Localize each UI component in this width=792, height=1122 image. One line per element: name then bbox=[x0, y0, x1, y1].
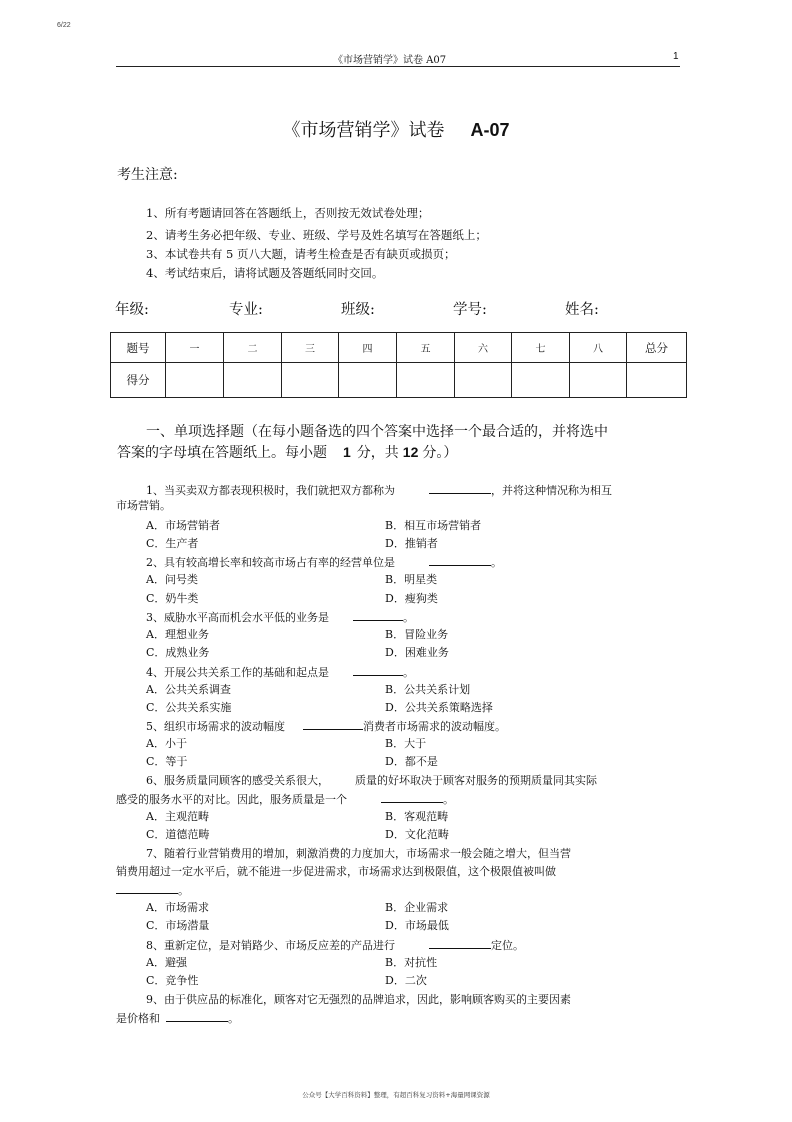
option-c: C．竞争性 bbox=[146, 974, 199, 987]
score-cell bbox=[282, 363, 339, 398]
question-text: 6、服务质量同顾客的感受关系很大， bbox=[146, 774, 329, 787]
footer-note: 公众号【大学百科资料】整理，有超百科复习资料+海量网课资源 bbox=[302, 1091, 490, 1099]
score-cell bbox=[455, 363, 512, 398]
score-cell bbox=[166, 363, 224, 398]
score-header-cell: 六 bbox=[455, 333, 512, 363]
question-8 bbox=[146, 936, 524, 953]
notice-item: 2、请考生务必把年级、专业、班级、学号及姓名填写在答题纸上； bbox=[146, 228, 487, 242]
option-a: A．市场营销者 bbox=[146, 519, 220, 532]
answer-blank bbox=[429, 936, 491, 949]
option-a: A．公共关系调查 bbox=[146, 683, 231, 696]
option-a: A．理想业务 bbox=[146, 628, 209, 641]
score-table bbox=[110, 332, 687, 398]
question-text: 。 bbox=[403, 666, 414, 679]
field-major: 专业: bbox=[229, 302, 263, 318]
option-d: D．推销者 bbox=[385, 537, 438, 550]
option-d: D．都不是 bbox=[385, 755, 438, 768]
score-header-cell: 七 bbox=[512, 333, 570, 363]
section1-text: 答案的字母填在答题纸上。每小题 bbox=[117, 445, 327, 461]
score-cell bbox=[570, 363, 627, 398]
score-row bbox=[111, 363, 687, 398]
option-c: C．生产者 bbox=[146, 537, 199, 550]
question-text: 5、组织市场需求的波动幅度 bbox=[146, 720, 285, 733]
option-d: D．二次 bbox=[385, 974, 427, 987]
section1-text: 分，共 bbox=[356, 445, 399, 461]
question-7-blank-line bbox=[116, 881, 189, 898]
option-d: D．瘦狗类 bbox=[385, 592, 438, 605]
header-page-number: 1 bbox=[673, 51, 679, 62]
question-text: 。 bbox=[491, 556, 502, 569]
exam-title bbox=[0, 116, 792, 142]
question-text: 是价格和 bbox=[116, 1012, 160, 1025]
answer-blank bbox=[353, 608, 403, 621]
question-1 bbox=[146, 481, 612, 498]
field-grade: 年级: bbox=[115, 302, 149, 318]
question-text: 。 bbox=[228, 1012, 239, 1025]
question-9: 9、由于供应品的标准化，顾客对它无强烈的品牌追求，因此，影响顾客购买的主要因素 bbox=[146, 993, 571, 1006]
option-d: D．困难业务 bbox=[385, 646, 449, 659]
score-cell bbox=[627, 363, 687, 398]
question-6 bbox=[146, 772, 597, 788]
running-header: 《市场营销学》试卷 A07 bbox=[333, 55, 447, 66]
question-text: 。 bbox=[178, 884, 189, 897]
score-header-cell: 四 bbox=[339, 333, 397, 363]
question-text: 质量的好坏取决于顾客对服务的预期质量同其实际 bbox=[355, 774, 597, 787]
question-text: 。 bbox=[403, 611, 414, 624]
question-6-cont bbox=[116, 790, 454, 807]
answer-blank bbox=[116, 881, 178, 894]
option-d: D．市场最低 bbox=[385, 919, 449, 932]
question-text: ，并将这种情况称为相互 bbox=[491, 484, 612, 497]
score-cell bbox=[512, 363, 570, 398]
option-b: B．公共关系计划 bbox=[385, 683, 471, 696]
section1-instructions bbox=[117, 442, 457, 462]
field-student-id: 学号: bbox=[453, 302, 487, 318]
score-cell bbox=[397, 363, 455, 398]
option-b: B．冒险业务 bbox=[385, 628, 449, 641]
question-text: 定位。 bbox=[491, 939, 524, 952]
answer-blank bbox=[166, 1009, 228, 1022]
option-c: C．等于 bbox=[146, 755, 188, 768]
page-index: 6/22 bbox=[57, 22, 71, 29]
option-b: B．大于 bbox=[385, 737, 427, 750]
answer-blank bbox=[353, 663, 403, 676]
notice-item: 1、所有考题请回答在答题纸上，否则按无效试卷处理； bbox=[146, 206, 430, 220]
exam-title-text: 《市场营销学》试卷 bbox=[282, 120, 445, 141]
score-header-cell: 总分 bbox=[627, 333, 687, 363]
notice-item: 4、考试结束后，请将试题及答题纸同时交回。 bbox=[146, 266, 384, 280]
question-7-cont: 销费用超过一定水平后，就不能进一步促进需求，市场需求达到极限值，这个极限值被叫做 bbox=[116, 865, 556, 878]
score-header-cell: 二 bbox=[224, 333, 282, 363]
answer-blank bbox=[429, 481, 491, 494]
option-a: A．市场需求 bbox=[146, 901, 209, 914]
option-c: C．成熟业务 bbox=[146, 646, 210, 659]
question-5 bbox=[146, 717, 506, 734]
question-3 bbox=[146, 608, 414, 625]
score-header-cell: 五 bbox=[397, 333, 455, 363]
score-header-cell: 题号 bbox=[111, 333, 166, 363]
answer-blank bbox=[381, 790, 443, 803]
option-b: B．相互市场营销者 bbox=[385, 519, 482, 532]
option-b: B．客观范畴 bbox=[385, 810, 449, 823]
option-d: D．文化范畴 bbox=[385, 828, 449, 841]
option-a: A．主观范畴 bbox=[146, 810, 209, 823]
question-text: 感受的服务水平的对比。因此，服务质量是一个 bbox=[116, 793, 347, 806]
option-b: B．明星类 bbox=[385, 573, 438, 586]
section1-total-score: 12 bbox=[402, 444, 419, 460]
score-header-cell: 八 bbox=[570, 333, 627, 363]
question-text: 4、开展公共关系工作的基础和起点是 bbox=[146, 666, 329, 679]
option-a: A．避强 bbox=[146, 956, 187, 969]
option-c: C．市场潜量 bbox=[146, 919, 210, 932]
question-7: 7、随着行业营销费用的增加，刺激消费的力度加大，市场需求一般会随之增大，但当营 bbox=[146, 847, 571, 860]
question-text: 2、具有较高增长率和较高市场占有率的经营单位是 bbox=[146, 556, 395, 569]
field-class: 班级: bbox=[341, 302, 375, 318]
section1-score-per-question: 1 bbox=[343, 444, 351, 460]
answer-blank bbox=[303, 717, 363, 730]
exam-code: A-07 bbox=[470, 120, 510, 140]
notice-item: 3、本试卷共有 5 页八大题，请考生检查是否有缺页或损页； bbox=[146, 247, 456, 261]
score-row-label: 得分 bbox=[111, 363, 166, 398]
question-4 bbox=[146, 663, 414, 680]
question-text: 消费者市场需求的波动幅度。 bbox=[363, 720, 506, 733]
field-name: 姓名: bbox=[565, 302, 599, 318]
question-text: 3、威胁水平高而机会水平低的业务是 bbox=[146, 611, 329, 624]
option-a: A．小于 bbox=[146, 737, 187, 750]
notice-title: 考生注意: bbox=[117, 167, 178, 183]
option-a: A．问号类 bbox=[146, 573, 198, 586]
option-b: B．企业需求 bbox=[385, 901, 449, 914]
question-text: 。 bbox=[443, 793, 454, 806]
option-d: D．公共关系策略选择 bbox=[385, 701, 493, 714]
section1-heading: 一、单项选择题（在每小题备选的四个答案中选择一个最合适的，并将选中 bbox=[146, 424, 608, 440]
answer-blank bbox=[429, 553, 491, 566]
option-c: C．奶牛类 bbox=[146, 592, 199, 605]
question-2 bbox=[146, 553, 502, 570]
option-b: B．对抗性 bbox=[385, 956, 438, 969]
score-header-cell: 一 bbox=[166, 333, 224, 363]
question-text: 1、当买卖双方都表现积极时，我们就把双方都称为 bbox=[146, 484, 395, 497]
score-cell bbox=[224, 363, 282, 398]
score-header-cell: 三 bbox=[282, 333, 339, 363]
score-cell bbox=[339, 363, 397, 398]
question-9-cont bbox=[116, 1009, 239, 1026]
question-text: 8、重新定位，是对销路少、市场反应差的产品进行 bbox=[146, 939, 395, 952]
option-c: C．道德范畴 bbox=[146, 828, 210, 841]
question-1-cont: 市场营销。 bbox=[116, 499, 171, 512]
score-header-row bbox=[111, 333, 687, 363]
section1-text: 分。） bbox=[422, 445, 458, 461]
option-c: C．公共关系实施 bbox=[146, 701, 232, 714]
header-rule bbox=[116, 66, 680, 67]
